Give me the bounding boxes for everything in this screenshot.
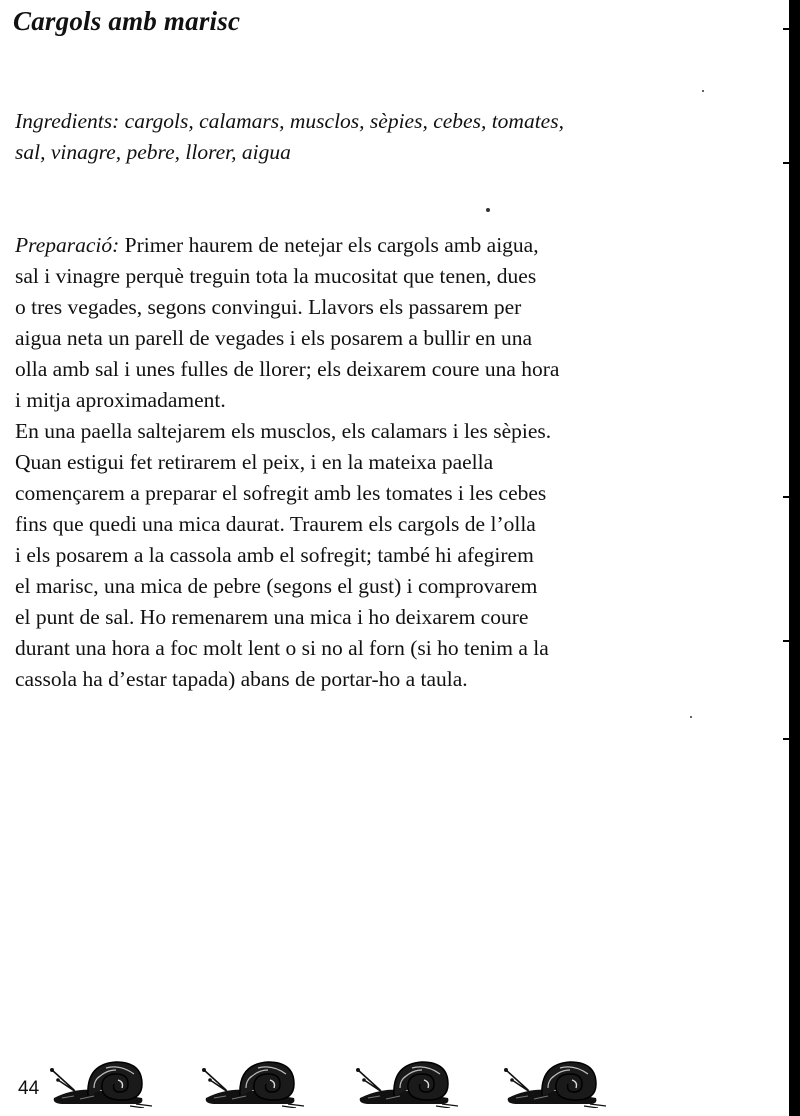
ingredients-line: Ingredients: cargols, calamars, musclos, sèpies, cebes, tomates, xyxy=(15,109,564,133)
preparation-line: el punt de sal. Ho remenarem una mica i ho deixarem coure xyxy=(15,605,529,629)
preparation-line xyxy=(15,230,655,261)
preparation-paragraph xyxy=(15,230,655,695)
preparation-line: olla amb sal i unes fulles de llorer; els deixarem coure una hora xyxy=(15,357,560,381)
snail-icon xyxy=(44,1054,154,1108)
snail-icon xyxy=(196,1054,306,1108)
preparation-line: i mitja aproximadament. xyxy=(15,388,226,412)
preparation-first-line: Primer haurem de netejar els cargols amb aigua, xyxy=(119,233,539,257)
scan-edge-mark xyxy=(783,738,789,740)
preparation-line: sal i vinagre perquè treguin tota la mucositat que tenen, dues xyxy=(15,264,537,288)
scan-edge-mark xyxy=(783,640,789,642)
preparation-line: aigua neta un parell de vegades i els posarem a bullir en una xyxy=(15,326,532,350)
recipe-title: Cargols amb marisc xyxy=(13,6,241,36)
preparation-line: i els posarem a la cassola amb el sofregit; també hi afegirem xyxy=(15,543,534,567)
scan-speck xyxy=(690,716,692,718)
scan-edge-shadow xyxy=(789,0,800,1116)
preparation-label: Preparació: xyxy=(15,233,120,257)
preparation-line: el marisc, una mica de pebre (segons el gust) i comprovarem xyxy=(15,574,538,598)
preparation-line: Quan estigui fet retirarem el peix, i en la mateixa paella xyxy=(15,450,494,474)
ingredients-line: sal, vinagre, pebre, llorer, aigua xyxy=(15,140,291,164)
preparation-line: començarem a preparar el sofregit amb les tomates i les cebes xyxy=(15,481,547,505)
snail-icon xyxy=(498,1054,608,1108)
preparation-line: En una paella saltejarem els musclos, els calamars i les sèpies. xyxy=(15,419,552,443)
scan-speck xyxy=(702,90,704,92)
snail-icon xyxy=(350,1054,460,1108)
preparation-line: cassola ha d’estar tapada) abans de portar-ho a taula. xyxy=(15,667,468,691)
preparation-line: fins que quedi una mica daurat. Traurem els cargols de l’olla xyxy=(15,512,536,536)
preparation-line: durant una hora a foc molt lent o si no al forn (si ho tenim a la xyxy=(15,636,549,660)
scan-edge-mark xyxy=(783,496,789,498)
scan-edge-mark xyxy=(783,28,789,30)
ingredients-paragraph xyxy=(15,106,655,168)
scan-edge-mark xyxy=(783,162,789,164)
scan-speck xyxy=(486,208,490,212)
page-number: 44 xyxy=(18,1078,40,1099)
preparation-line: o tres vegades, segons convingui. Llavors els passarem per xyxy=(15,295,522,319)
